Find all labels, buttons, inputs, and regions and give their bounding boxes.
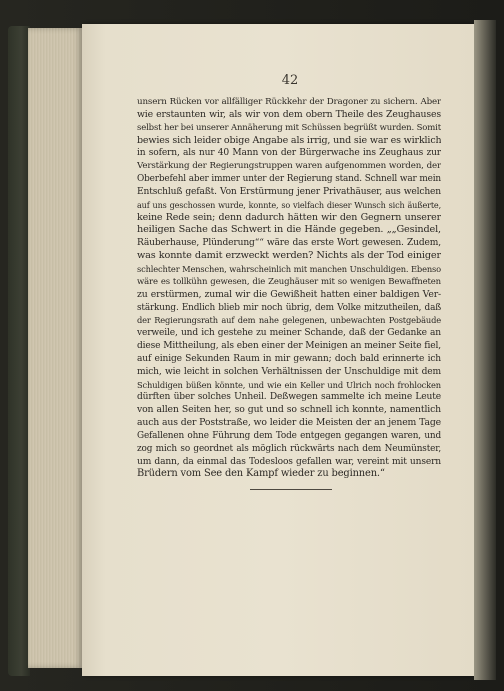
text-line: was konnte damit erzweckt werden? Nichts als der Tod einiger — [137, 250, 441, 262]
text-line: unsern Rücken vor allfälliger Rückkehr der Dragoner zu sichern. Aber — [137, 97, 441, 107]
page-gutter-shadow — [474, 20, 496, 680]
text-line: schlechter Menschen, wahrscheinlich mit manchen Unschuldigen. Ebenso — [137, 263, 441, 274]
text-line: zog mich so geordnet als möglich rückwärts nach dem Neumünster, — [137, 443, 441, 454]
page-stack-edges — [28, 28, 82, 668]
text-line: Brüdern vom See den Kampf wieder zu beginnen.“ — [137, 468, 385, 480]
text-line: dürften über solches Unheil. Deßwegen sammelte ich meine Leute — [137, 392, 441, 403]
text-line: Verstärkung der Regierungstruppen waren aufgenommen worden, der — [137, 161, 441, 172]
text-line: wie erstaunten wir, als wir von dem obern Theile des Zeughauses — [137, 108, 441, 120]
text-line: von allen Seiten her, so gut und so schnell ich konnte, namentlich — [137, 404, 441, 416]
text-line: verweile, und ich gestehe zu meiner Schande, daß der Gedanke an — [137, 328, 441, 339]
text-line: Schuldigen büßen könnte, und wie ein Keller und Ulrich noch frohlocken — [137, 379, 441, 390]
text-line: wäre es tollkühn gewesen, die Zeughäuser mit so wenigen Bewaffneten — [137, 276, 441, 287]
text-line: in sofern, als nur 40 Mann von der Bürgerwache ins Zeughaus zur — [137, 148, 441, 159]
text-line: keine Rede sein; denn dadurch hätten wir den Gegnern unserer — [137, 211, 441, 223]
book-cover-edge — [8, 26, 30, 676]
text-line: zu erstürmen, zumal wir die Gewißheit hatten einer baldigen Ver- — [137, 288, 441, 300]
text-line: auf uns geschossen wurde, konnte, so vielfach dieser Wunsch sich äußerte, — [137, 199, 441, 210]
page-number: 42 — [281, 73, 299, 88]
text-line: stärkung. Endlich blieb mir noch übrig, dem Volke mitzutheilen, daß — [137, 302, 441, 313]
text-line: mich, wie leicht in solchen Verhältnissen der Unschuldige mit dem — [137, 366, 441, 377]
text-line: Oberbefehl aber immer unter der Regierung stand. Schnell war mein — [137, 174, 441, 185]
text-line: Räuberhause, Plünderung““ wäre das erste Wort gewesen. Zudem, — [137, 238, 441, 249]
text-line: auf einige Sekunden Raum in mir gewann; doch bald erinnerte ich — [137, 353, 441, 364]
text-line: bewies sich leider obige Angabe als irrig, und sie war es wirklich — [137, 134, 441, 146]
text-line: Entschluß gefaßt. Von Erstürmung jener Privathäuser, aus welchen — [137, 186, 441, 197]
section-divider — [250, 489, 332, 490]
text-line: der Regierungsrath auf dem nahe gelegenen, unbewachten Postgebäude — [137, 315, 441, 326]
text-line: selbst her bei unserer Annäherung mit Schüssen begrüßt wurden. Somit — [137, 122, 441, 133]
text-line: auch aus der Poststraße, wo leider die Meisten der an jenem Tage — [137, 417, 441, 429]
body-text — [137, 96, 441, 481]
text-line: Gefallenen ohne Führung dem Tode entgegen gegangen waren, und — [137, 430, 441, 441]
text-line: um dann, da einmal das Todesloos gefallen war, vereint mit unsern — [137, 456, 441, 467]
text-line: heiligen Sache das Schwert in die Hände gegeben. „„Gesindel, — [137, 224, 441, 236]
text-line: diese Mittheilung, als eben einer der Meinigen an meiner Seite fiel, — [137, 341, 441, 352]
